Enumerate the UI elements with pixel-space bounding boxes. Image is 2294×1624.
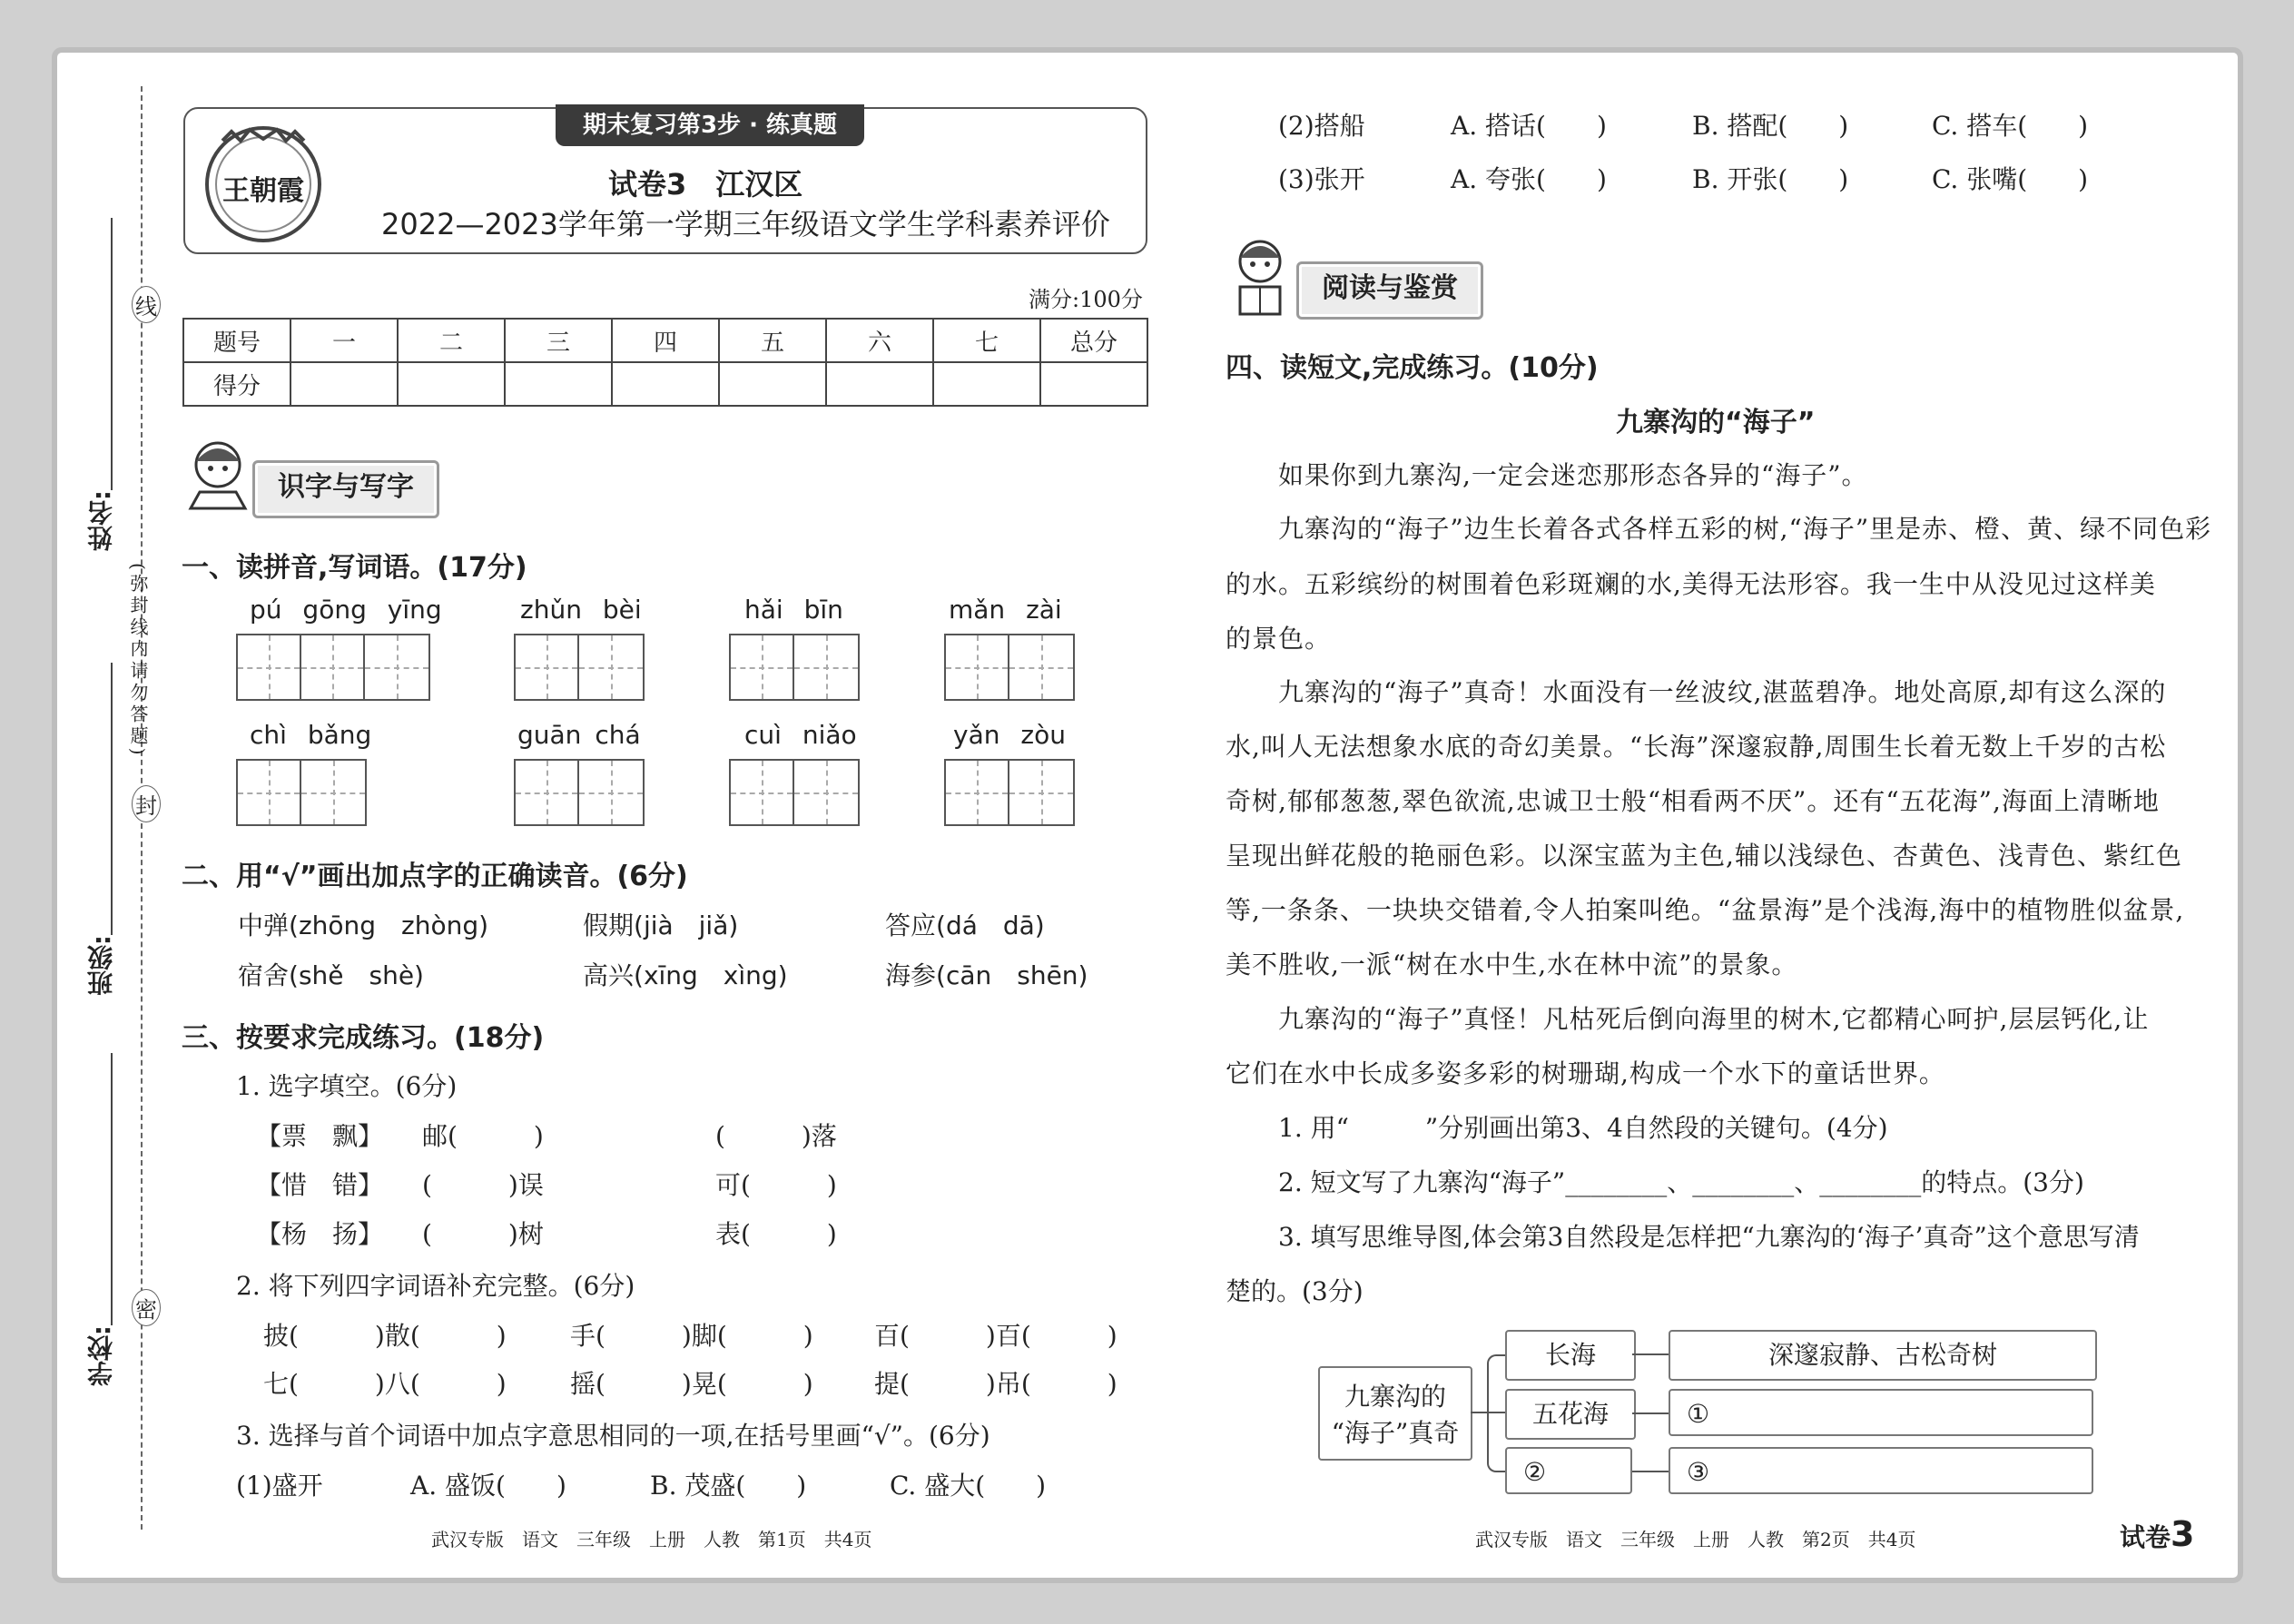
meaning-option[interactable]: B. 搭配( ) [1692,111,1849,141]
passage-line: 奇树,郁郁葱葱,翠色欲流,忠诚卫士般“相看两不厌”。还有“五花海”,海面上清晰地 [1226,786,2160,816]
idiom-blank[interactable]: 百( )百( ) [874,1321,1117,1351]
reading-word: 答应 [885,910,937,940]
fill-blank[interactable]: 邮( ) [422,1121,544,1151]
score-header-cell: 总分 [1040,319,1147,362]
reading-word: 宿舍 [238,960,290,990]
passage-line: 九寨沟的“海子”真奇！水面没有一丝波纹,湛蓝碧净。地处高原,却有这么深的 [1278,677,2167,707]
mindmap-connector [1471,1412,1487,1413]
writing-grid[interactable] [514,634,645,701]
pinyin-label: zhǔn bèi [520,595,642,625]
line-mark: 线 [132,286,161,323]
score-header-cell: 五 [719,319,826,362]
mindmap-connector [1632,1412,1669,1414]
meaning-option[interactable]: B. 茂盛( ) [650,1471,807,1501]
fill-blank[interactable]: ( )树 [422,1219,544,1249]
char-pair: 【惜 错】 [256,1170,384,1200]
reading-choice[interactable] [885,906,1045,942]
meaning-word: (3)张开 [1278,164,1365,194]
mindmap-root-line1: 九寨沟的 [1344,1382,1446,1412]
q4-3-line2: 楚的。(3分) [1226,1276,1364,1306]
footer-left: 武汉专版 语文 三年级 上册 人教 第1页 共4页 [431,1529,872,1550]
q3-3-title: 3. 选择与首个词语中加点字意思相同的一项,在括号里画“√”。(6分) [236,1421,990,1451]
passage-title: 九寨沟的“海子” [1616,407,1816,438]
reading-choice[interactable] [583,906,738,942]
paper-number-value: 3 [2171,1514,2195,1554]
score-table-header-row [183,319,1147,362]
score-cell[interactable] [719,362,826,406]
name-line [111,218,113,490]
score-header-cell: 二 [398,319,505,362]
passage-line: 九寨沟的“海子”真怪！凡枯死后倒向海里的树木,它都精心呵护,层层钙化,让 [1278,1004,2150,1034]
mindmap-root [1318,1366,1472,1461]
passage-line: 的景色。 [1226,624,1332,654]
score-header-cell: 题号 [183,319,290,362]
writing-grid[interactable] [236,634,430,701]
char-pair: 【票 飘】 [256,1121,384,1151]
score-cell[interactable] [826,362,933,406]
passage-line: 九寨沟的“海子”边生长着各式各样五彩的树,“海子”里是赤、橙、黄、绿不同色彩 [1278,514,2212,544]
footer-right: 武汉专版 语文 三年级 上册 人教 第2页 共4页 [1475,1529,1916,1550]
reading-options: (shě shè) [289,960,424,990]
mindmap-connector [1632,1353,1669,1355]
mindmap-branch-name: 长海 [1505,1330,1636,1381]
writing-grid[interactable] [944,634,1075,701]
q3-2-title: 2. 将下列四字词语补充完整。(6分) [236,1271,635,1301]
meaning-word: (2)搭船 [1278,111,1365,141]
review-step-badge: 期末复习第3步 · 练真题 [556,104,864,146]
meaning-word: (1)盛开 [236,1471,323,1501]
class-line [111,663,113,935]
paper-subtitle: 2022—2023学年第一学期三年级语文学生学科素养评价 [381,207,1110,241]
meaning-option[interactable]: A. 盛饭( ) [410,1471,566,1501]
q1-title: 一、读拼音,写词语。(17分) [182,552,527,584]
reading-choice[interactable] [885,956,1088,992]
score-header-cell: 一 [290,319,398,362]
paper-number [2120,1514,2194,1554]
paper-title: 试卷3 江汉区 [608,167,803,202]
score-header-cell: 四 [612,319,719,362]
q2-title: 二、用“√”画出加点字的正确读音。(6分) [182,861,688,892]
score-header-cell: 六 [826,319,933,362]
idiom-blank[interactable]: 披( )散( ) [263,1321,507,1351]
full-score: 满分:100分 [1029,287,1143,312]
mindmap-answer-box[interactable]: ① [1669,1389,2093,1436]
q4-2[interactable]: 2. 短文写了九寨沟“海子”________、________、________的特点。(3分) [1278,1167,2084,1197]
q3-1-title: 1. 选字填空。(6分) [236,1071,458,1101]
pinyin-label: pú gōng yīng [250,595,442,625]
mindmap-branch-name: 五花海 [1505,1389,1636,1440]
meaning-option[interactable]: C. 搭车( ) [1932,111,2089,141]
passage-line: 等,一条条、一块块交错着,令人拍案叫绝。“盆景海”是个浅海,海中的植物胜似盆景, [1226,895,2185,925]
score-cell[interactable] [1040,362,1147,406]
section-heading-literacy: 识字与写字 [252,460,439,518]
school-label: 学校: [86,1325,116,1387]
q4-3-line1: 3. 填写思维导图,体会第3自然段是怎样把“九寨沟的‘海子’真奇”这个意思写清 [1278,1222,2140,1252]
score-cell[interactable] [505,362,612,406]
school-line [111,1053,113,1325]
paper-number-label: 试卷 [2120,1522,2171,1552]
meaning-option[interactable]: C. 张嘴( ) [1932,164,2089,194]
meaning-option[interactable]: C. 盛大( ) [890,1471,1047,1501]
seal-mark: 封 [132,785,161,822]
score-cell[interactable] [933,362,1040,406]
section-heading-reading: 阅读与鉴赏 [1296,261,1483,320]
passage-line: 呈现出鲜花般的艳丽色彩。以深宝蓝为主色,辅以浅绿色、杏黄色、浅青色、紫红色 [1226,841,2182,871]
score-cell[interactable] [398,362,505,406]
meaning-option[interactable]: B. 开张( ) [1692,164,1849,194]
pinyin-label: guān chá [517,720,641,750]
reading-options: (zhōng zhòng) [289,910,489,940]
score-table [182,318,1148,407]
fill-blank[interactable]: 表( ) [715,1219,837,1249]
idiom-blank[interactable]: 提( )吊( ) [874,1369,1117,1399]
name-label: 姓名: [86,490,116,552]
idiom-blank[interactable]: 摇( )晃( ) [570,1369,813,1399]
reading-choice[interactable] [238,956,424,992]
reading-choice[interactable] [238,906,488,942]
reading-word: 中弹 [238,910,290,940]
mindmap-connector [1632,1471,1669,1472]
passage-line: 如果你到九寨沟,一定会迷恋那形态各异的“海子”。 [1278,460,1868,490]
mindmap-bracket [1487,1354,1507,1472]
binding-note: (弥封线内请勿答题) [127,563,149,759]
score-header-cell: 七 [933,319,1040,362]
q4-1: 1. 用“ ”分别画出第3、4自然段的关键句。(4分) [1278,1113,1888,1143]
seal-mark-2: 密 [132,1289,161,1326]
score-table-row [183,362,1147,406]
score-cell[interactable] [612,362,719,406]
pinyin-label: yǎn zòu [953,720,1066,750]
fill-blank[interactable]: 可( ) [715,1170,837,1200]
mindmap-answer-box[interactable]: ③ [1669,1447,2093,1494]
student-writing-icon [182,436,254,517]
publisher-logo [195,113,331,245]
q3-title: 三、按要求完成练习。(18分) [182,1022,545,1054]
reading-options: (xīng xìng) [634,960,788,990]
reading-options: (cān shēn) [936,960,1088,990]
fill-blank[interactable]: ( )误 [422,1170,544,1200]
passage-line: 美不胜收,一派“树在水中生,水在林中流”的景象。 [1226,950,1798,979]
pinyin-label: mǎn zài [949,595,1062,625]
score-header-cell: 三 [505,319,612,362]
meaning-option[interactable]: A. 夸张( ) [1451,164,1607,194]
logo-text: 王朝霞 [222,175,304,207]
mindmap-root-line2: “海子”真奇 [1331,1418,1460,1448]
writing-grid[interactable] [944,759,1075,826]
mindmap-answer-box[interactable]: ② [1505,1447,1632,1494]
pinyin-label: cuì niǎo [744,720,857,750]
passage-line: 的水。五彩缤纷的树围着色彩斑斓的水,美得无法形容。我一生中从没见过这样美 [1226,569,2156,599]
pinyin-label: hǎi bīn [744,595,843,625]
writing-grid[interactable] [729,759,860,826]
q4-title: 四、读短文,完成练习。(10分) [1226,352,1599,384]
pinyin-label: chì bǎng [250,720,372,750]
mindmap-connector [1487,1412,1505,1413]
writing-grid[interactable] [236,759,367,826]
writing-grid[interactable] [729,634,860,701]
char-pair: 【杨 扬】 [256,1219,384,1249]
score-row-label: 得分 [183,362,290,406]
class-label: 班级: [86,935,116,997]
reading-word: 假期 [583,910,635,940]
fill-blank[interactable]: ( )落 [715,1121,837,1151]
idiom-blank[interactable]: 手( )脚( ) [570,1321,813,1351]
score-cell[interactable] [290,362,398,406]
reading-word: 海参 [885,960,937,990]
writing-grid[interactable] [514,759,645,826]
meaning-option[interactable]: A. 搭话( ) [1451,111,1607,141]
reading-options: (jià jiǎ) [634,910,739,940]
student-reading-icon [1224,234,1296,318]
passage-line: 水,叫人无法想象水底的奇幻美景。“长海”深邃寂静,周围生长着无数上千岁的古松 [1226,732,2167,762]
reading-options: (dá dā) [936,910,1045,940]
passage-line: 它们在水中长成多姿多彩的树珊瑚,构成一个水下的童话世界。 [1226,1058,1945,1088]
idiom-blank[interactable]: 七( )八( ) [263,1369,507,1399]
mindmap-branch-desc: 深邃寂静、古松奇树 [1669,1330,2097,1381]
reading-choice[interactable] [583,956,788,992]
reading-word: 高兴 [583,960,635,990]
